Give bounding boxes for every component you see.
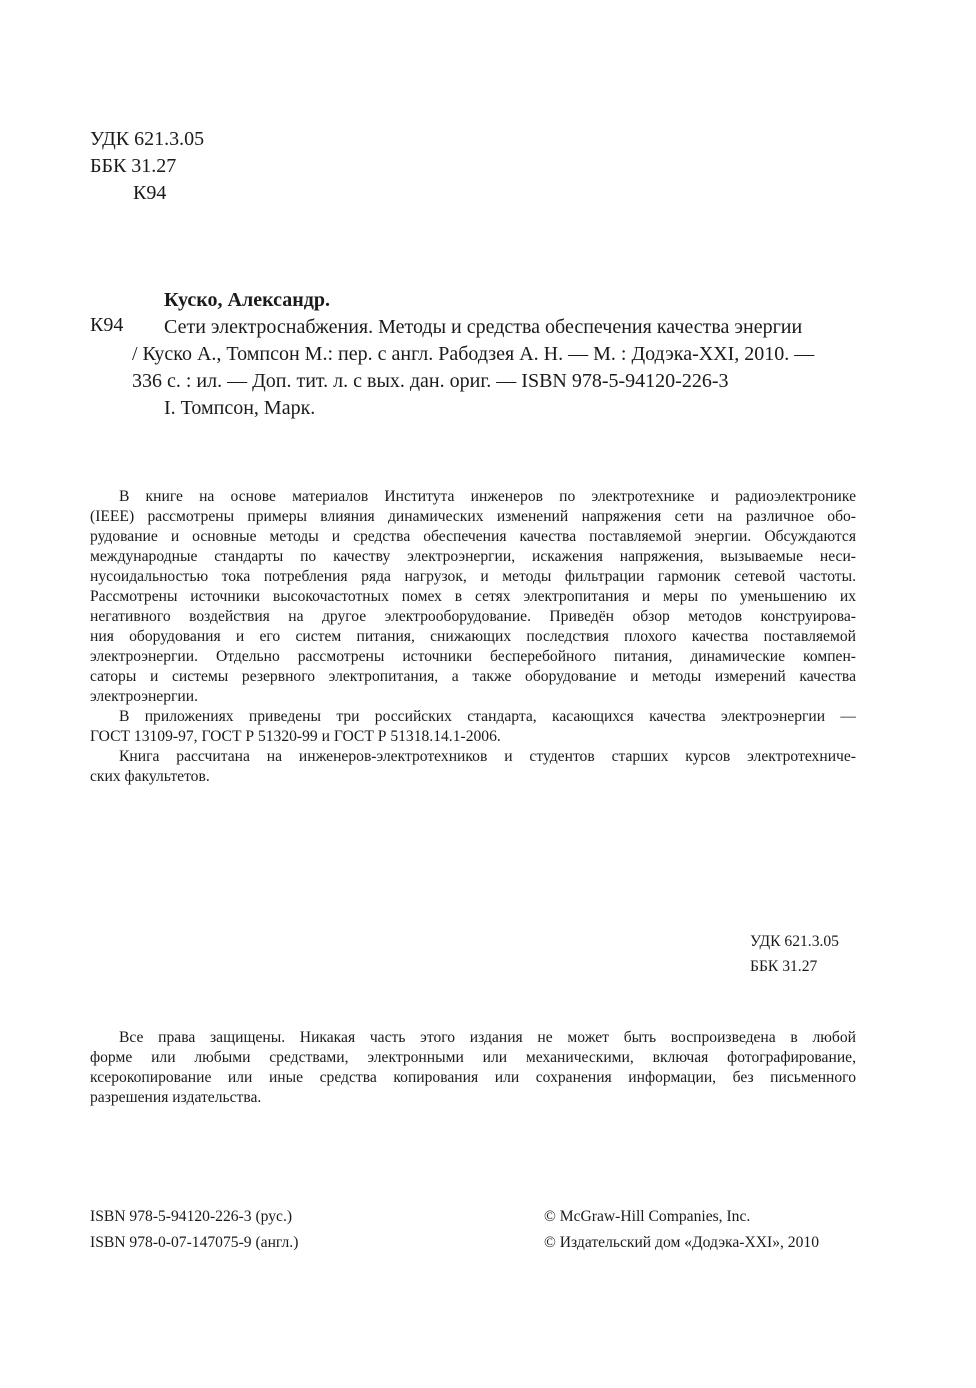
- catalog-card: [132, 287, 815, 422]
- text-line: саторы и системы резервного электропитания, а также оборудование и методы измерений качества: [90, 668, 856, 685]
- text-line: международные стандарты по качеству электроэнергии, искажения напряжения, вызываемые неси-: [90, 548, 856, 565]
- text-line: ских факультетов.: [90, 768, 210, 785]
- text-line: ния оборудования и его систем питания, снижающих последствия плохого качества поставляемой: [90, 628, 856, 645]
- isbn-eng: ISBN 978-0-07-147075-9 (англ.): [90, 1234, 299, 1251]
- text-line: ксерокопирование или иные средства копирования или сохранения информации, без письменного: [90, 1069, 856, 1086]
- classification-block-top: [90, 126, 204, 207]
- copyright-mcgraw: © McGraw-Hill Companies, Inc.: [544, 1208, 751, 1225]
- bbk-code: ББК 31.27: [90, 155, 177, 177]
- text-line: Книга рассчитана на инженеров-электротехников и студентов старших курсов электротехниче-: [119, 748, 856, 765]
- text-line: электроэнергии.: [90, 688, 199, 705]
- card-line: / Куско А., Томпсон М.: пер. с англ. Рабодзея А. Н. — М. : Додэка-XXI, 2010. —: [132, 343, 815, 365]
- isbn-block: [90, 1207, 298, 1259]
- text-line: В книге на основе материалов Института инженеров по электротехнике и радиоэлектронике: [119, 488, 856, 505]
- classification-block-bottom: [750, 932, 839, 982]
- text-line: негативного воздействия на другое электрооборудование. Приведён обзор методов конструирова-: [90, 608, 856, 625]
- text-line: рудование и основные методы и средства обеспечения качества поставляемой энергии. Обсуждаются: [90, 528, 856, 545]
- annotation-paragraph-2: [90, 707, 856, 747]
- text-line: форме или любыми средствами, электронными или механическими, включая фотографирование,: [90, 1049, 856, 1066]
- text-line: нусоидальностью тока потребления ряда нагрузок, и методы фильтрации гармоник сетевой частоты.: [90, 568, 856, 585]
- text-line: В приложениях приведены три российских стандарта, касающихся качества электроэнергии —: [119, 708, 856, 725]
- udk-code-bottom: УДК 621.3.05: [750, 933, 839, 950]
- text-line: разрешения издательства.: [90, 1089, 262, 1106]
- card-line: I. Томпсон, Марк.: [164, 397, 316, 419]
- copyright-dodeka: © Издательский дом «Додэка-XXI», 2010: [544, 1234, 819, 1251]
- card-author: Куско, Александр.: [164, 289, 330, 311]
- isbn-rus: ISBN 978-5-94120-226-3 (рус.): [90, 1208, 293, 1225]
- udk-code: УДК 621.3.05: [90, 128, 205, 150]
- card-title-line: Сети электроснабжения. Методы и средства обеспечения качества энергии: [164, 316, 803, 338]
- text-line: Все права защищены. Никакая часть этого издания не может быть воспроизведена в любой: [119, 1029, 856, 1046]
- annotation-paragraph-1: [90, 487, 856, 707]
- text-line: Рассмотрены источники высокочастотных помех в сетях электропитания и меры по уменьшению их: [90, 588, 856, 605]
- annotation: [90, 487, 856, 787]
- copyright-block: [544, 1207, 819, 1259]
- catalog-card-code: К94: [90, 314, 124, 336]
- card-line: 336 с. : ил. — Доп. тит. л. с вых. дан. ориг. — ISBN 978-5-94120-226-3: [132, 370, 729, 392]
- annotation-paragraph-3: [90, 747, 856, 787]
- author-mark: К94: [133, 182, 167, 204]
- bbk-code-bottom: ББК 31.27: [750, 958, 818, 975]
- text-line: ГОСТ 13109-97, ГОСТ Р 51320-99 и ГОСТ Р 51318.14.1-2006.: [90, 728, 501, 745]
- text-line: электроэнергии. Отдельно рассмотрены источники бесперебойного питания, динамические компен-: [90, 648, 856, 665]
- text-line: (IEEE) рассмотрены примеры влияния динамических изменений напряжения сети на различное обо-: [90, 508, 856, 525]
- rights-notice: [90, 1028, 856, 1108]
